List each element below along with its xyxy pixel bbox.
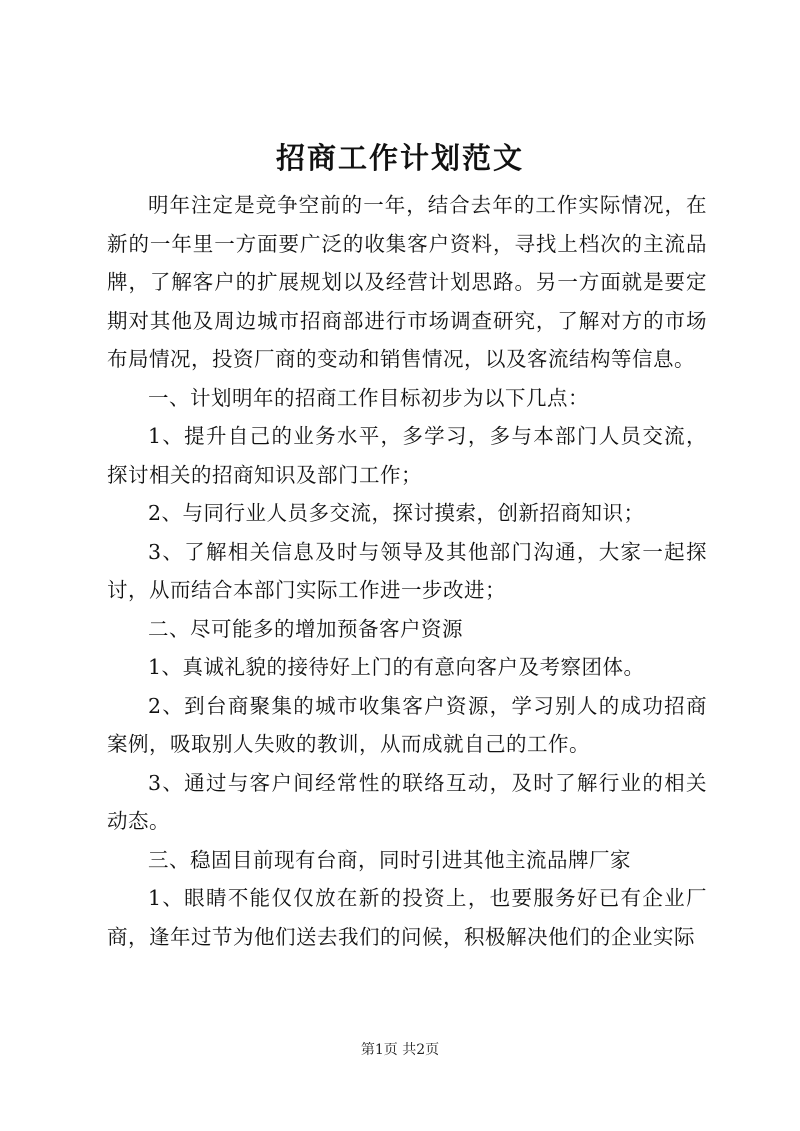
list-item: 2、与同行业人员多交流，探讨摸索，创新招商知识； [148,501,645,525]
document-body [107,186,707,956]
list-item: 1、真诚礼貌的接待好上门的有意向客户及考察团体。 [148,655,645,679]
list-item: 2、到台商聚集的城市收集客户资源，学习别人的成功招商案例，吸取别人失败的教训，从而成就自己的工作。 [107,693,707,756]
page-footer: 第1页 共2页 [360,1042,440,1058]
section-heading: 三、稳固目前现有台商，同时引进其他主流品牌厂家 [148,847,631,872]
paragraph: 明年注定是竞争空前的一年，结合去年的工作实际情况，在新的一年里一方面要广泛的收集客户资料，寻找上档次的主流品牌，了解客户的扩展规划以及经营计划思路。另一方面就是要定期对其他及周边城市招商部进行市场调查研究，了解对方的市场布局情况，投资厂商的变动和销售情况，以及客流结构等信息。 [107,193,707,371]
document-title: 招商工作计划范文 [275,141,524,175]
section-heading: 一、计划明年的招商工作目标初步为以下几点： [148,385,589,410]
section-heading: 二、尽可能多的增加预备客户资源 [148,616,463,641]
list-item: 3、了解相关信息及时与领导及其他部门沟通，大家一起探讨，从而结合本部门实际工作进一步改进； [107,539,707,602]
list-item: 1、提升自己的业务水平，多学习，多与本部门人员交流，探讨相关的招商知识及部门工作； [107,424,707,487]
list-item: 3、通过与客户间经常性的联络互动，及时了解行业的相关动态。 [107,770,707,833]
list-item: 1、眼睛不能仅仅放在新的投资上，也要服务好已有企业厂商，逢年过节为他们送去我们的问候，积极解决他们的企业实际 [107,886,707,949]
